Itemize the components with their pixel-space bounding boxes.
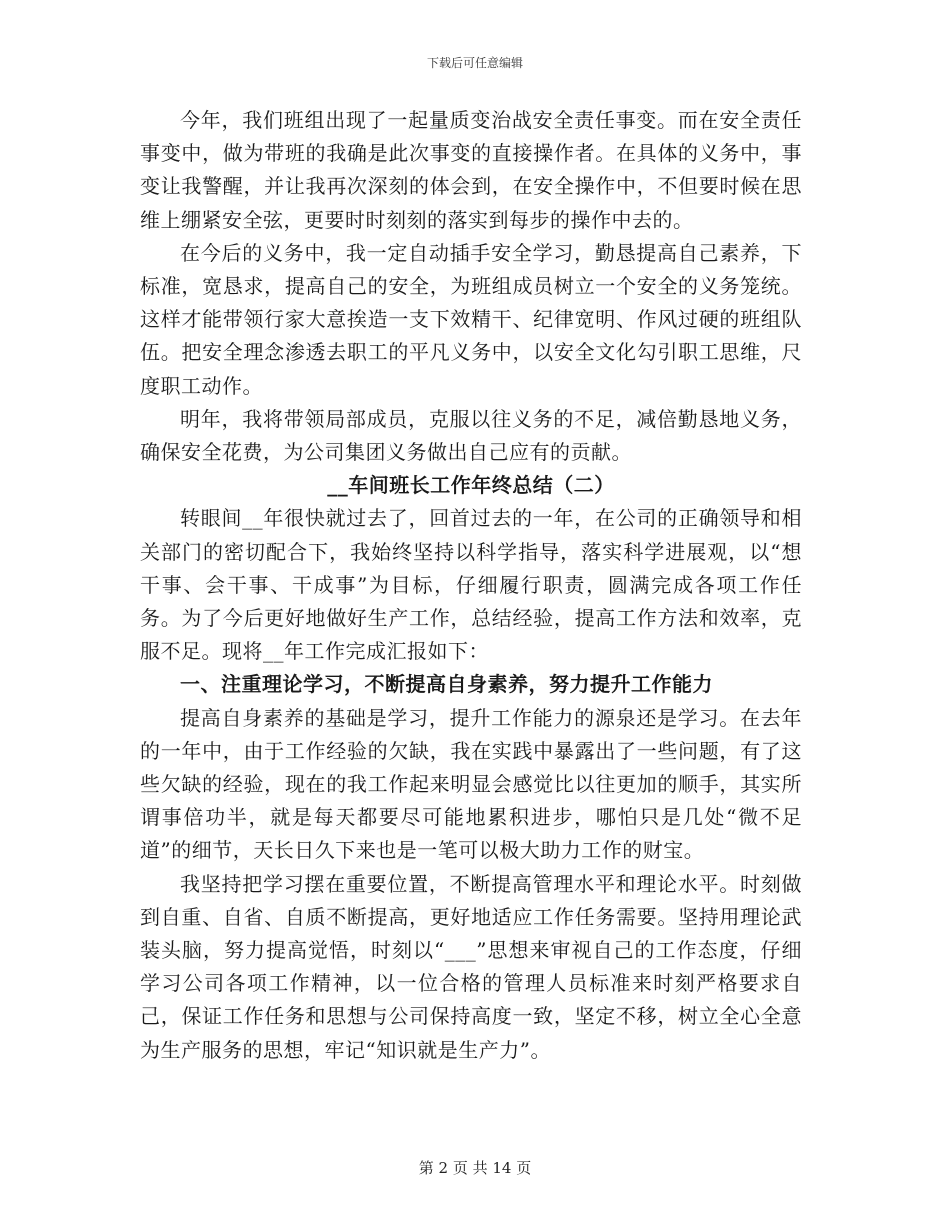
paragraph-2: 在今后的义务中，我一定自动插手安全学习，勤恳提高自己素养，下标准，宽恳求，提高自己的安全，为班组成员树立一个安全的义务笼统。这样才能带领行家大意挨造一支下效精干、纪律宽明、作风过硬的班组队伍。把安全理念渗透去职工的平凡义务中，以安全文化勾引职工思维，尺度职工动作。 (140, 240, 802, 398)
section-title: __车间班长工作年终总结（二） (327, 473, 615, 498)
paragraph-5: 提高自身素养的基础是学习，提升工作能力的源泉还是学习。在去年的一年中，由于工作经验的欠缺，我在实践中暴露出了一些问题，有了这些欠缺的经验，现在的我工作起来明显会感觉比以往更加的顺手，其实所谓事倍功半，就是每天都要尽可能地累积进步，哪怕只是几处“微不足道”的细节，天长日久下来也是一笔可以极大助力工作的财宝。 (140, 705, 802, 863)
paragraph-6: 我坚持把学习摆在重要位置，不断提高管理水平和理论水平。时刻做到自重、自省、自质不断提高，更好地适应工作任务需要。坚持用理论武装头脑，努力提高觉悟，时刻以“___”思想来审视自己的工作态度，仔细学习公司各项工作精神，以一位合格的管理人员标准来时刻严格要求自己，保证工作任务和思想与公司保持高度一致，坚定不移，树立全心全意为生产服务的思想，牢记“知识就是生产力”。 (140, 871, 802, 1062)
paragraph-1: 今年，我们班组出现了一起量质变治战安全责任事变。而在安全责任事变中，做为带班的我确是此次事变的直接操作者。在具体的义务中，事变让我警醒，并让我再次深刻的体会到，在安全操作中，不但要时候在思维上绷紧安全弦，更要时时刻刻的落实到每步的操作中去的。 (140, 108, 802, 232)
paragraph-3: 明年，我将带领局部成员，克服以往义务的不足，减倍勤恳地义务，确保安全花费，为公司集团义务做出自己应有的贡献。 (140, 406, 802, 465)
page-header: 下载后可任意编辑 (426, 56, 523, 70)
paragraph-4: 转眼间__年很快就过去了，回首过去的一年，在公司的正确领导和相关部门的密切配合下，我始终坚持以科学指导，落实科学进展观，以“想干事、会干事、干成事”为目标，仔细履行职责，圆满完成各项工作任务。为了今后更好地做好生产工作，总结经验，提高工作方法和效率，克服不足。现将__年工作完成汇报如下： (140, 506, 802, 664)
page-footer: 第 2 页 共 14 页 (418, 1159, 532, 1177)
document-body (140, 104, 802, 1067)
section-heading-1: 一、注重理论学习，不断提高自身素养，努力提升工作能力 (180, 672, 713, 697)
